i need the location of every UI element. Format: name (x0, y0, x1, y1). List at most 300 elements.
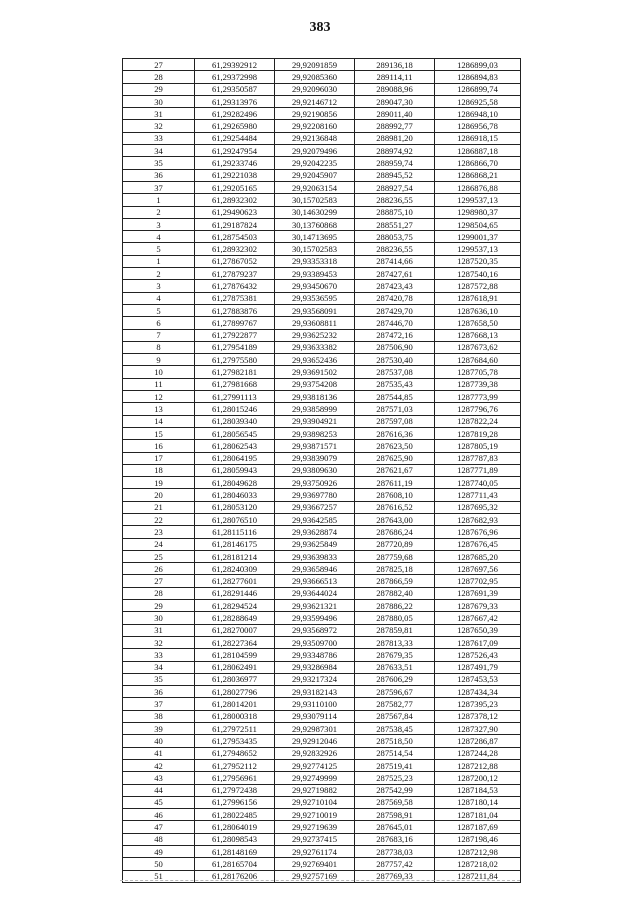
point-number-cell: 31 (123, 624, 195, 636)
table-row (123, 772, 521, 784)
longitude-cell: 29,93110100 (275, 698, 355, 710)
point-number-cell: 5 (123, 243, 195, 255)
page-number: 383 (309, 20, 331, 35)
y-coordinate-cell: 1286887,18 (435, 145, 521, 157)
x-coordinate-cell: 288236,55 (355, 243, 435, 255)
x-coordinate-cell: 287525,23 (355, 772, 435, 784)
longitude-cell: 29,93536595 (275, 292, 355, 304)
table-row (123, 501, 521, 513)
y-coordinate-cell: 1287212,88 (435, 759, 521, 771)
longitude-cell: 29,92091859 (275, 59, 355, 71)
x-coordinate-cell: 287530,40 (355, 354, 435, 366)
longitude-cell: 29,92912046 (275, 735, 355, 747)
point-number-cell: 12 (123, 391, 195, 403)
x-coordinate-cell: 288945,52 (355, 169, 435, 181)
point-number-cell: 31 (123, 108, 195, 120)
x-coordinate-cell: 287720,89 (355, 538, 435, 550)
point-number-cell: 44 (123, 784, 195, 796)
longitude-cell: 29,93642585 (275, 513, 355, 525)
point-number-cell: 26 (123, 563, 195, 575)
y-coordinate-cell: 1287668,13 (435, 329, 521, 341)
longitude-cell: 29,93568972 (275, 624, 355, 636)
y-coordinate-cell: 1287787,83 (435, 452, 521, 464)
longitude-cell: 29,93286984 (275, 661, 355, 673)
y-coordinate-cell: 1287796,76 (435, 403, 521, 415)
latitude-cell: 61,27883876 (195, 304, 275, 316)
point-number-cell: 30 (123, 95, 195, 107)
latitude-cell: 61,29392912 (195, 59, 275, 71)
latitude-cell: 61,28076510 (195, 513, 275, 525)
longitude-cell: 29,92719882 (275, 784, 355, 796)
point-number-cell: 18 (123, 464, 195, 476)
x-coordinate-cell: 287611,19 (355, 477, 435, 489)
latitude-cell: 61,28277601 (195, 575, 275, 587)
point-number-cell: 35 (123, 157, 195, 169)
y-coordinate-cell: 1287218,02 (435, 858, 521, 870)
longitude-cell: 29,92710019 (275, 809, 355, 821)
longitude-cell: 29,93691502 (275, 366, 355, 378)
longitude-cell: 29,93809630 (275, 464, 355, 476)
y-coordinate-cell: 1287697,56 (435, 563, 521, 575)
y-coordinate-cell: 1287617,09 (435, 636, 521, 648)
longitude-cell: 29,92045907 (275, 169, 355, 181)
latitude-cell: 61,28046033 (195, 489, 275, 501)
point-number-cell: 21 (123, 501, 195, 513)
longitude-cell: 29,93898253 (275, 427, 355, 439)
y-coordinate-cell: 1287200,12 (435, 772, 521, 784)
y-coordinate-cell: 1286899,03 (435, 59, 521, 71)
table-row (123, 181, 521, 193)
longitude-cell: 29,92749999 (275, 772, 355, 784)
point-number-cell: 30 (123, 612, 195, 624)
point-number-cell: 24 (123, 538, 195, 550)
point-number-cell: 51 (123, 870, 195, 882)
point-number-cell: 37 (123, 698, 195, 710)
latitude-cell: 61,28932302 (195, 194, 275, 206)
table-row (123, 243, 521, 255)
point-number-cell: 6 (123, 317, 195, 329)
x-coordinate-cell: 289136,18 (355, 59, 435, 71)
point-number-cell: 5 (123, 304, 195, 316)
latitude-cell: 61,27952112 (195, 759, 275, 771)
latitude-cell: 61,28039340 (195, 415, 275, 427)
table-row (123, 280, 521, 292)
x-coordinate-cell: 287472,16 (355, 329, 435, 341)
longitude-cell: 29,92769401 (275, 858, 355, 870)
point-number-cell: 3 (123, 218, 195, 230)
x-coordinate-cell: 287683,16 (355, 833, 435, 845)
table-row (123, 71, 521, 83)
point-number-cell: 50 (123, 858, 195, 870)
y-coordinate-cell: 1287773,99 (435, 391, 521, 403)
longitude-cell: 29,92761174 (275, 846, 355, 858)
table-row (123, 452, 521, 464)
point-number-cell: 38 (123, 710, 195, 722)
y-coordinate-cell: 1287691,39 (435, 587, 521, 599)
y-coordinate-cell: 1299537,13 (435, 243, 521, 255)
longitude-cell: 30,15702583 (275, 194, 355, 206)
x-coordinate-cell: 287569,58 (355, 796, 435, 808)
latitude-cell: 61,27948652 (195, 747, 275, 759)
longitude-cell: 29,93818136 (275, 391, 355, 403)
longitude-cell: 29,93858999 (275, 403, 355, 415)
latitude-cell: 61,28932302 (195, 243, 275, 255)
table-row (123, 329, 521, 341)
latitude-cell: 61,28294524 (195, 600, 275, 612)
y-coordinate-cell: 1286956,78 (435, 120, 521, 132)
latitude-cell: 61,28270007 (195, 624, 275, 636)
table-row (123, 563, 521, 575)
table-row (123, 735, 521, 747)
latitude-cell: 61,28288649 (195, 612, 275, 624)
latitude-cell: 61,29205165 (195, 181, 275, 193)
longitude-cell: 30,15702583 (275, 243, 355, 255)
longitude-cell: 29,92208160 (275, 120, 355, 132)
latitude-cell: 61,28062491 (195, 661, 275, 673)
latitude-cell: 61,28181214 (195, 550, 275, 562)
longitude-cell: 29,92063154 (275, 181, 355, 193)
x-coordinate-cell: 287813,33 (355, 636, 435, 648)
latitude-cell: 61,27956961 (195, 772, 275, 784)
table-row (123, 366, 521, 378)
x-coordinate-cell: 287535,43 (355, 378, 435, 390)
longitude-cell: 29,92146712 (275, 95, 355, 107)
latitude-cell: 61,28022485 (195, 809, 275, 821)
latitude-cell: 61,29247954 (195, 145, 275, 157)
longitude-cell: 29,92774125 (275, 759, 355, 771)
table-row (123, 513, 521, 525)
table-row (123, 268, 521, 280)
table-row (123, 698, 521, 710)
x-coordinate-cell: 287606,29 (355, 673, 435, 685)
latitude-cell: 61,27899767 (195, 317, 275, 329)
x-coordinate-cell: 287571,03 (355, 403, 435, 415)
x-coordinate-cell: 287427,61 (355, 268, 435, 280)
x-coordinate-cell: 287757,42 (355, 858, 435, 870)
table-row (123, 169, 521, 181)
x-coordinate-cell: 288551,27 (355, 218, 435, 230)
y-coordinate-cell: 1287771,89 (435, 464, 521, 476)
x-coordinate-cell: 287537,08 (355, 366, 435, 378)
x-coordinate-cell: 287519,41 (355, 759, 435, 771)
longitude-cell: 29,92190856 (275, 108, 355, 120)
x-coordinate-cell: 287544,85 (355, 391, 435, 403)
y-coordinate-cell: 1287520,35 (435, 255, 521, 267)
latitude-cell: 61,27972438 (195, 784, 275, 796)
table-row (123, 747, 521, 759)
y-coordinate-cell: 1286894,83 (435, 71, 521, 83)
x-coordinate-cell: 289011,40 (355, 108, 435, 120)
point-number-cell: 11 (123, 378, 195, 390)
y-coordinate-cell: 1287673,62 (435, 341, 521, 353)
latitude-cell: 61,28027796 (195, 686, 275, 698)
y-coordinate-cell: 1287327,90 (435, 723, 521, 735)
latitude-cell: 61,27922877 (195, 329, 275, 341)
longitude-cell: 29,93666513 (275, 575, 355, 587)
longitude-cell: 29,92987301 (275, 723, 355, 735)
table-row (123, 858, 521, 870)
table-row (123, 292, 521, 304)
table-row (123, 723, 521, 735)
table-row (123, 636, 521, 648)
coordinates-table (122, 58, 521, 883)
table-row (123, 415, 521, 427)
point-number-cell: 4 (123, 292, 195, 304)
longitude-cell: 29,93621321 (275, 600, 355, 612)
table-row (123, 600, 521, 612)
latitude-cell: 61,29265980 (195, 120, 275, 132)
y-coordinate-cell: 1286868,21 (435, 169, 521, 181)
y-coordinate-cell: 1287198,46 (435, 833, 521, 845)
longitude-cell: 29,93633382 (275, 341, 355, 353)
latitude-cell: 61,29233746 (195, 157, 275, 169)
latitude-cell: 61,29372998 (195, 71, 275, 83)
point-number-cell: 25 (123, 550, 195, 562)
table-row (123, 304, 521, 316)
x-coordinate-cell: 288053,75 (355, 231, 435, 243)
x-coordinate-cell: 287686,24 (355, 526, 435, 538)
y-coordinate-cell: 1287540,16 (435, 268, 521, 280)
latitude-cell: 61,28015246 (195, 403, 275, 415)
longitude-cell: 29,92710104 (275, 796, 355, 808)
point-number-cell: 22 (123, 513, 195, 525)
longitude-cell: 29,93871571 (275, 440, 355, 452)
x-coordinate-cell: 287866,59 (355, 575, 435, 587)
longitude-cell: 29,93625232 (275, 329, 355, 341)
table-row (123, 587, 521, 599)
latitude-cell: 61,27981668 (195, 378, 275, 390)
latitude-cell: 61,27975580 (195, 354, 275, 366)
table-row (123, 489, 521, 501)
point-number-cell: 49 (123, 846, 195, 858)
x-coordinate-cell: 288236,55 (355, 194, 435, 206)
table-row (123, 378, 521, 390)
point-number-cell: 10 (123, 366, 195, 378)
latitude-cell: 61,28036977 (195, 673, 275, 685)
y-coordinate-cell: 1287822,24 (435, 415, 521, 427)
y-coordinate-cell: 1287702,95 (435, 575, 521, 587)
longitude-cell: 29,93628874 (275, 526, 355, 538)
latitude-cell: 61,28064195 (195, 452, 275, 464)
point-number-cell: 40 (123, 735, 195, 747)
coordinates-table-body (123, 59, 521, 883)
longitude-cell: 29,93658946 (275, 563, 355, 575)
point-number-cell: 46 (123, 809, 195, 821)
y-coordinate-cell: 1287685,20 (435, 550, 521, 562)
y-coordinate-cell: 1286876,88 (435, 181, 521, 193)
longitude-cell: 29,93509700 (275, 636, 355, 648)
y-coordinate-cell: 1287286,87 (435, 735, 521, 747)
y-coordinate-cell: 1286866,70 (435, 157, 521, 169)
table-row (123, 132, 521, 144)
latitude-cell: 61,28064019 (195, 821, 275, 833)
y-coordinate-cell: 1287212,98 (435, 846, 521, 858)
x-coordinate-cell: 287423,43 (355, 280, 435, 292)
longitude-cell: 29,93568091 (275, 304, 355, 316)
table-row (123, 526, 521, 538)
x-coordinate-cell: 287621,67 (355, 464, 435, 476)
y-coordinate-cell: 1299537,13 (435, 194, 521, 206)
y-coordinate-cell: 1287819,28 (435, 427, 521, 439)
x-coordinate-cell: 289088,96 (355, 83, 435, 95)
x-coordinate-cell: 289114,11 (355, 71, 435, 83)
point-number-cell: 29 (123, 600, 195, 612)
y-coordinate-cell: 1287739,38 (435, 378, 521, 390)
y-coordinate-cell: 1287667,42 (435, 612, 521, 624)
point-number-cell: 8 (123, 341, 195, 353)
latitude-cell: 61,28056545 (195, 427, 275, 439)
x-coordinate-cell: 287616,36 (355, 427, 435, 439)
point-number-cell: 36 (123, 169, 195, 181)
latitude-cell: 61,29254484 (195, 132, 275, 144)
longitude-cell: 29,93353318 (275, 255, 355, 267)
point-number-cell: 1 (123, 255, 195, 267)
longitude-cell: 29,93904921 (275, 415, 355, 427)
longitude-cell: 29,93182143 (275, 686, 355, 698)
table-row (123, 833, 521, 845)
latitude-cell: 61,28176206 (195, 870, 275, 882)
y-coordinate-cell: 1298504,65 (435, 218, 521, 230)
longitude-cell: 29,93450670 (275, 280, 355, 292)
x-coordinate-cell: 287597,08 (355, 415, 435, 427)
point-number-cell: 43 (123, 772, 195, 784)
x-coordinate-cell: 288974,92 (355, 145, 435, 157)
point-number-cell: 28 (123, 587, 195, 599)
x-coordinate-cell: 287643,00 (355, 513, 435, 525)
latitude-cell: 61,28062543 (195, 440, 275, 452)
longitude-cell: 29,93348786 (275, 649, 355, 661)
y-coordinate-cell: 1287705,78 (435, 366, 521, 378)
longitude-cell: 29,92757169 (275, 870, 355, 882)
x-coordinate-cell: 289047,30 (355, 95, 435, 107)
y-coordinate-cell: 1287711,43 (435, 489, 521, 501)
longitude-cell: 29,92719639 (275, 821, 355, 833)
latitude-cell: 61,28291446 (195, 587, 275, 599)
longitude-cell: 30,13760868 (275, 218, 355, 230)
point-number-cell: 32 (123, 120, 195, 132)
table-row (123, 231, 521, 243)
y-coordinate-cell: 1287180,14 (435, 796, 521, 808)
x-coordinate-cell: 287608,10 (355, 489, 435, 501)
x-coordinate-cell: 287538,45 (355, 723, 435, 735)
point-number-cell: 2 (123, 206, 195, 218)
longitude-cell: 30,14630299 (275, 206, 355, 218)
longitude-cell: 29,93608811 (275, 317, 355, 329)
point-number-cell: 2 (123, 268, 195, 280)
x-coordinate-cell: 287616,52 (355, 501, 435, 513)
latitude-cell: 61,27996156 (195, 796, 275, 808)
table-row (123, 550, 521, 562)
x-coordinate-cell: 287859,81 (355, 624, 435, 636)
y-coordinate-cell: 1287650,39 (435, 624, 521, 636)
point-number-cell: 48 (123, 833, 195, 845)
y-coordinate-cell: 1286899,74 (435, 83, 521, 95)
table-row (123, 83, 521, 95)
y-coordinate-cell: 1287676,45 (435, 538, 521, 550)
x-coordinate-cell: 287625,90 (355, 452, 435, 464)
y-coordinate-cell: 1286925,58 (435, 95, 521, 107)
latitude-cell: 61,29187824 (195, 218, 275, 230)
table-row (123, 624, 521, 636)
table-row (123, 809, 521, 821)
latitude-cell: 61,28227364 (195, 636, 275, 648)
point-number-cell: 3 (123, 280, 195, 292)
longitude-cell: 29,93750926 (275, 477, 355, 489)
table-row (123, 95, 521, 107)
latitude-cell: 61,27954189 (195, 341, 275, 353)
latitude-cell: 61,28000318 (195, 710, 275, 722)
x-coordinate-cell: 288927,54 (355, 181, 435, 193)
point-number-cell: 32 (123, 636, 195, 648)
x-coordinate-cell: 287598,91 (355, 809, 435, 821)
table-row (123, 317, 521, 329)
point-number-cell: 4 (123, 231, 195, 243)
x-coordinate-cell: 287414,66 (355, 255, 435, 267)
point-number-cell: 42 (123, 759, 195, 771)
point-number-cell: 19 (123, 477, 195, 489)
longitude-cell: 29,93644024 (275, 587, 355, 599)
table-row (123, 427, 521, 439)
table-row (123, 218, 521, 230)
y-coordinate-cell: 1286918,15 (435, 132, 521, 144)
longitude-cell: 29,93652436 (275, 354, 355, 366)
point-number-cell: 33 (123, 649, 195, 661)
y-coordinate-cell: 1287491,79 (435, 661, 521, 673)
y-coordinate-cell: 1287187,69 (435, 821, 521, 833)
y-coordinate-cell: 1286948,10 (435, 108, 521, 120)
point-number-cell: 23 (123, 526, 195, 538)
table-row (123, 821, 521, 833)
y-coordinate-cell: 1287679,33 (435, 600, 521, 612)
point-number-cell: 37 (123, 181, 195, 193)
x-coordinate-cell: 287738,03 (355, 846, 435, 858)
latitude-cell: 61,28059943 (195, 464, 275, 476)
x-coordinate-cell: 287518,50 (355, 735, 435, 747)
table-row (123, 403, 521, 415)
point-number-cell: 20 (123, 489, 195, 501)
point-number-cell: 9 (123, 354, 195, 366)
table-row (123, 108, 521, 120)
longitude-cell: 29,93754208 (275, 378, 355, 390)
latitude-cell: 61,27982181 (195, 366, 275, 378)
point-number-cell: 29 (123, 83, 195, 95)
table-row (123, 686, 521, 698)
latitude-cell: 61,27879237 (195, 268, 275, 280)
latitude-cell: 61,27867052 (195, 255, 275, 267)
x-coordinate-cell: 287506,90 (355, 341, 435, 353)
longitude-cell: 29,93079114 (275, 710, 355, 722)
longitude-cell: 29,92737415 (275, 833, 355, 845)
point-number-cell: 28 (123, 71, 195, 83)
x-coordinate-cell: 287567,84 (355, 710, 435, 722)
table-row (123, 341, 521, 353)
table-row (123, 846, 521, 858)
latitude-cell: 61,28754503 (195, 231, 275, 243)
table-row (123, 575, 521, 587)
y-coordinate-cell: 1287618,91 (435, 292, 521, 304)
y-coordinate-cell: 1287434,34 (435, 686, 521, 698)
x-coordinate-cell: 288992,77 (355, 120, 435, 132)
point-number-cell: 34 (123, 145, 195, 157)
latitude-cell: 61,28148169 (195, 846, 275, 858)
point-number-cell: 17 (123, 452, 195, 464)
latitude-cell: 61,27876432 (195, 280, 275, 292)
table-row (123, 477, 521, 489)
x-coordinate-cell: 287645,01 (355, 821, 435, 833)
longitude-cell: 29,93389453 (275, 268, 355, 280)
table-row (123, 255, 521, 267)
point-number-cell: 45 (123, 796, 195, 808)
